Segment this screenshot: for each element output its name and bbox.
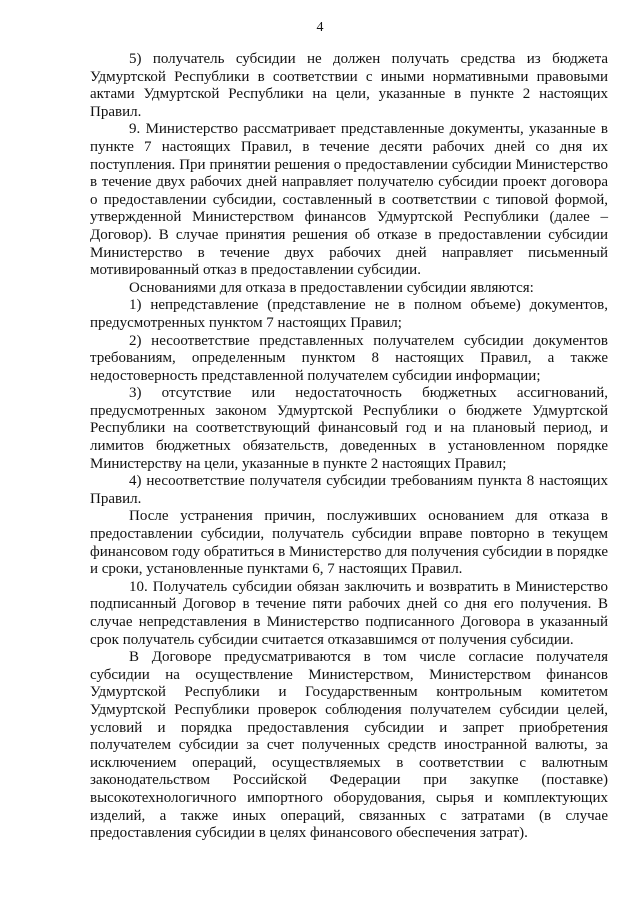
paragraph-clause-9: 9. Министерство рассматривает представленные документы, указанные в пункте 7 настоящих Правил, в течение десяти рабочих дней со дня их поступления. При принятии решения о предоставлении субсидии Министерство в течение двух рабочих дней направляет получателю субсидии проект договора о предоставлении субсидии, составленный в соответствии с типовой формой, утвержденной Министерством финансов Удмуртской Республики (далее – Договор). В случае принятия решения об отказе в предоставлении субсидии Министерство в течение двух рабочих дней направляет письменный мотивированный отказ в предоставлении субсидии. [90,121,608,279]
paragraph-ground-3: 3) отсутствие или недостаточность бюджетных ассигнований, предусмотренных законом Удмуртской Республики о бюджете Удмуртской Республики на соответствующий финансовый год и на плановый период, и лимитов бюджетных обязательств, доведенных в установленном порядке Министерству на цели, указанные в пункте 2 настоящих Правил; [90,385,608,472]
paragraph-refusal-grounds-intro: Основаниями для отказа в предоставлении субсидии являются: [129,279,534,296]
paragraph-reapply: После устранения причин, послуживших основанием для отказа в предоставлении субсидии, получатель субсидии вправе повторно в текущем финансовом году обратиться в Министерство для получения субсидии в порядке и сроки, установленные пунктами 6, 7 настоящих Правил. [90,508,608,578]
paragraph-agreement-terms: В Договоре предусматриваются в том числе согласие получателя субсидии на осуществление Министерством, Министерством финансов Удмуртской Республики и Государственным контрольным комитетом Удмуртской Республики проверок соблюдения получателем субсидии целей, условий и порядка предоставления субсидии и запрет приобретения получателем субсидии за счет полученных средств иностранной валюты, за исключением операций, осуществляемых в соответствии с валютным законодательством Российской Федерации при закупке (поставке) высокотехнологичного импортного оборудования, сырья и комплектующих изделий, а также иных операций, связанных с затратами (в случае предоставления субсидии в целях финансового обеспечения затрат). [90,649,608,842]
document-body [90,51,608,843]
page-number: 4 [316,20,324,35]
paragraph-item-5: 5) получатель субсидии не должен получать средства из бюджета Удмуртской Республики в соответствии с иными нормативными правовыми актами Удмуртской Республики на цели, указанные в пункте 2 настоящих Правил. [90,51,608,120]
paragraph-clause-10: 10. Получатель субсидии обязан заключить и возвратить в Министерство подписанный Договор в течение пяти рабочих дней со дня его получения. В случае непредставления в Министерство подписанного Договора в указанный срок получатель субсидии считается отказавшимся от получения субсидии. [90,578,608,648]
paragraph-ground-2: 2) несоответствие представленных получателем субсидии документов требованиям, определенным пунктом 8 настоящих Правил, а также недостоверность представленной получателем субсидии информации; [90,332,608,384]
paragraph-ground-4: 4) несоответствие получателя субсидии требованиям пункта 8 настоящих Правил. [90,473,608,507]
paragraph-ground-1: 1) непредставление (представление не в полном объеме) документов, предусмотренных пунктом 7 настоящих Правил; [90,297,608,331]
